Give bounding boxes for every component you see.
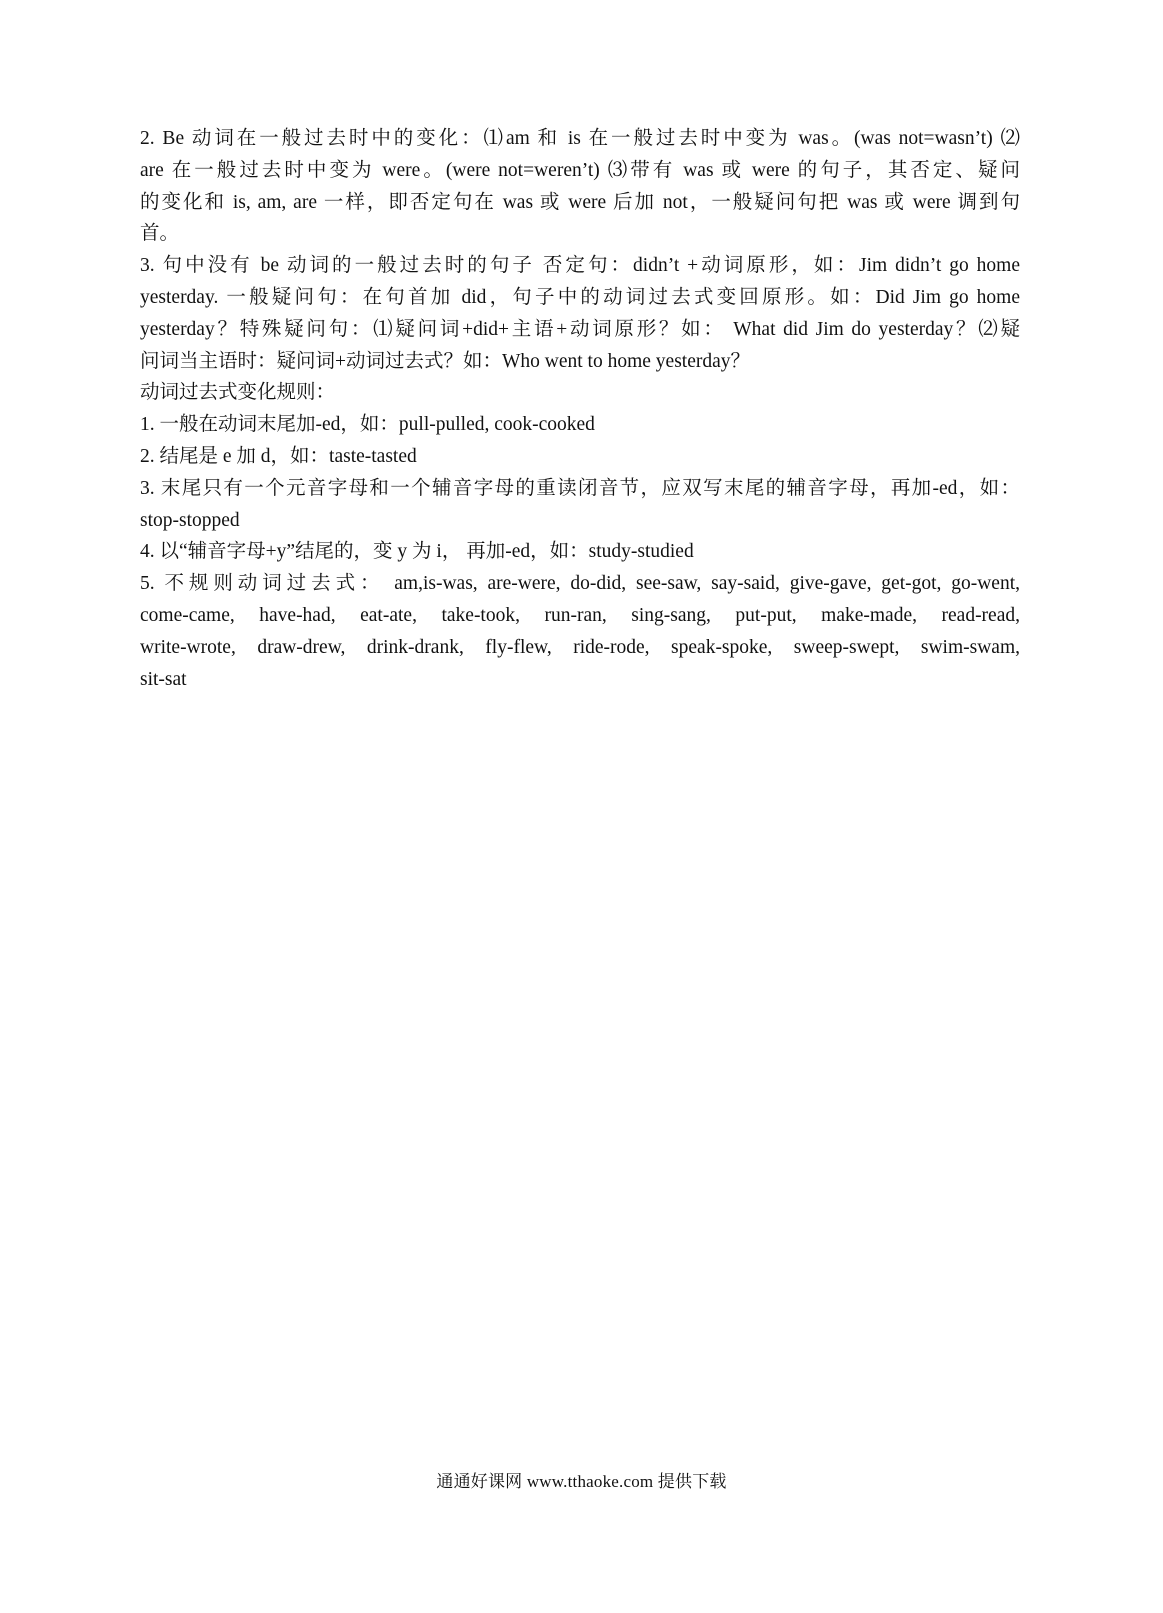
rule-2 xyxy=(140,441,1020,473)
text-line: sit-sat xyxy=(140,668,187,690)
text-line: 3. 末尾只有一个元音字母和一个辅音字母的重读闭音节，应双写末尾的辅音字母，再加-ed，如： xyxy=(140,477,1020,499)
section-be-verb-past-tense xyxy=(140,123,1020,250)
text-line: 3. 句中没有 be 动词的一般过去时的句子 否定句：didn’t +动词原形，如：Jim didn’t go home xyxy=(140,255,1020,277)
text-line: stop-stopped xyxy=(140,509,240,531)
text-line: 首。 xyxy=(140,223,180,245)
text-line: 问词当主语时：疑问词+动词过去式？如：Who went to home yesterday？ xyxy=(140,350,751,372)
text-line: are 在一般过去时中变为 were。(were not=weren’t) ⑶带有 was 或 were 的句子，其否定、疑问 xyxy=(140,159,1020,181)
rule-1 xyxy=(140,409,1020,441)
document-body xyxy=(140,123,1020,695)
text-line: 1. 一般在动词末尾加-ed，如：pull-pulled, cook-cooked xyxy=(140,414,595,436)
text-line: write-wrote, draw-drew, drink-drank, fly-flew, ride-rode, speak-spoke, sweep-swept, swim-swam, xyxy=(140,636,1020,658)
text-line: yesterday. 一般疑问句：在句首加 did，句子中的动词过去式变回原形。如：Did Jim go home xyxy=(140,286,1020,308)
page-footer: 通通好课网 www.tthaoke.com 提供下载 xyxy=(436,1472,727,1491)
rule-4 xyxy=(140,536,1020,568)
text-line: 4. 以“辅音字母+y”结尾的，变 y 为 i， 再加-ed，如：study-studied xyxy=(140,541,694,563)
text-line: yesterday？特殊疑问句：⑴疑问词+did+主语+动词原形？如： What did Jim do yesterday？⑵疑 xyxy=(140,318,1020,340)
section-no-be-verb-past-tense xyxy=(140,250,1020,377)
text-line: 2. 结尾是 e 加 d，如：taste-tasted xyxy=(140,445,417,467)
text-line: 2. Be 动词在一般过去时中的变化：⑴am 和 is 在一般过去时中变为 was。(was not=wasn’t) ⑵ xyxy=(140,128,1020,149)
text-line: come-came, have-had, eat-ate, take-took, run-ran, sing-sang, put-put, make-made, read-read, xyxy=(140,604,1020,626)
rules-heading xyxy=(140,377,1020,409)
text-line: 5. 不规则动词过去式： am,is-was, are-were, do-did, see-saw, say-said, give-gave, get-got, go-went, xyxy=(140,573,1020,595)
rule-3 xyxy=(140,473,1020,537)
text-line: 的变化和 is, am, are 一样，即否定句在 was 或 were 后加 not，一般疑问句把 was 或 were 调到句 xyxy=(140,191,1020,213)
rule-5-irregular-verbs xyxy=(140,568,1020,695)
text-line: 动词过去式变化规则： xyxy=(140,382,336,404)
